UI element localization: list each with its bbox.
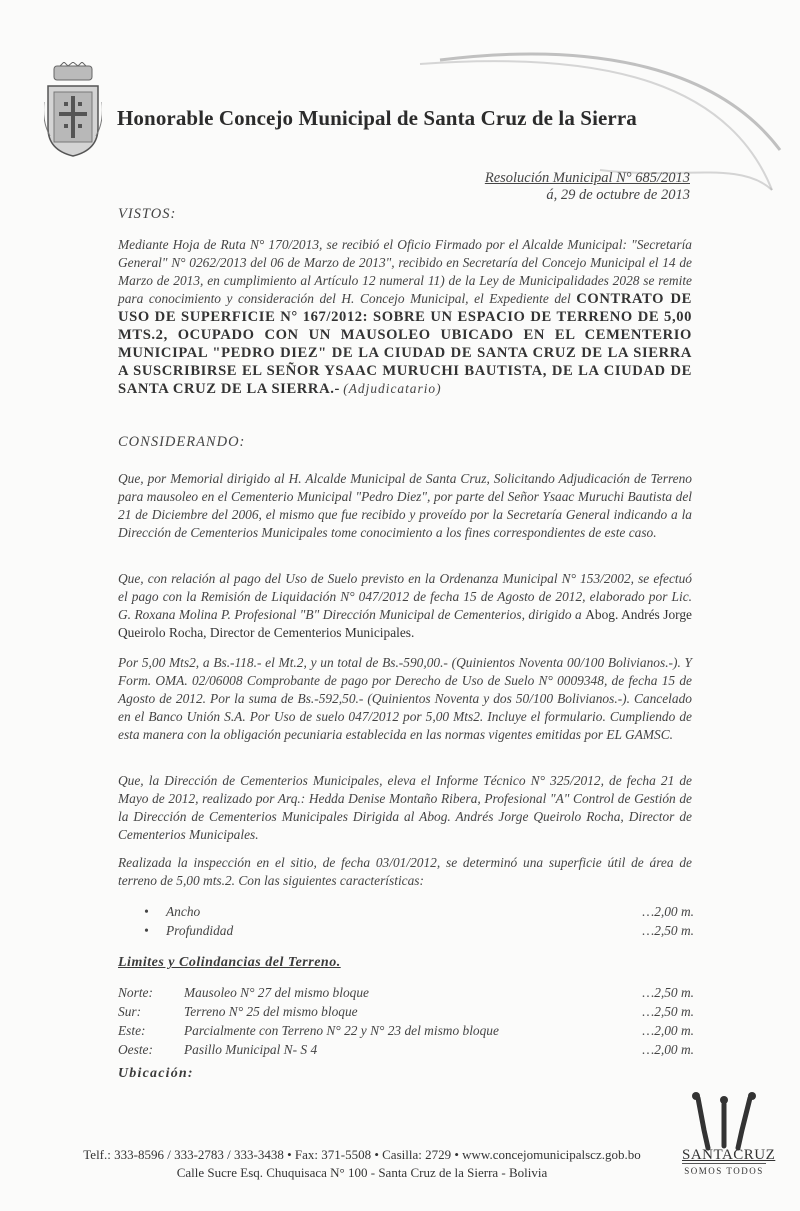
spec-label: Ancho bbox=[166, 904, 201, 919]
spec-row bbox=[118, 904, 698, 923]
limit-value: …2,00 m. bbox=[642, 1042, 694, 1057]
bullet-icon: • bbox=[144, 923, 149, 938]
footer bbox=[52, 1146, 672, 1182]
considerando-heading: CONSIDERANDO: bbox=[118, 434, 246, 450]
vistos-intro: Mediante Hoja de Ruta N° 170/2013, se recibió el Oficio Firmado por el Alcalde Municipal: "Secretaría General" N° 0262/2013 del 06 de Marzo de 2013", recibido en Secretaría del Concejo Municipal el 14 de Marzo de 2013, en cumplimiento al Artículo 12 numeral 11) de la Ley de Municipalidades 2028 se remite para conocimiento y consideración del H. Concejo Municipal, el Expediente del bbox=[118, 237, 692, 306]
resolution-block bbox=[485, 170, 690, 204]
vistos-paragraph bbox=[118, 236, 692, 398]
contract-title: CONTRATO DE USO DE SUPERFICIE N° 167/2012: SOBRE UN ESPACIO DE TERRENO DE 5,00 MTS.2, OCUPADO CON UN MAUSOLEO UBICADO EN EL CEMENTERIO MUNICIPAL "PEDRO DIEZ" DE LA CIUDAD DE SANTA CRUZ DE LA SIERRA A SUSCRIBIRSE EL SEÑOR YSAAC MURUCHI BAUTISTA, DE LA CIUDAD DE SANTA CRUZ DE LA SIERRA.- bbox=[118, 291, 692, 397]
spec-value: …2,00 m. bbox=[642, 904, 694, 919]
footer-address: Calle Sucre Esq. Chuquisaca N° 100 - Santa Cruz de la Sierra - Bolivia bbox=[176, 1165, 548, 1180]
considerando-paragraph-5: Realizada la inspección en el sitio, de fecha 03/01/2012, se determinó una superficie útil de área de terreno de 5,00 mts.2. Con las siguientes características: bbox=[118, 855, 692, 888]
limit-description: Mausoleo N° 27 del mismo bloque bbox=[184, 985, 369, 1000]
limit-direction: Norte: bbox=[118, 985, 153, 1000]
vistos-heading: VISTOS: bbox=[118, 206, 177, 222]
limit-description: Pasillo Municipal N- S 4 bbox=[184, 1042, 318, 1057]
limit-direction: Oeste: bbox=[118, 1042, 153, 1057]
footer-contact: Telf.: 333-8596 / 333-2783 / 333-3438 • Fax: 371-5508 • Casilla: 2729 • www.concejomunicipalscz.gob.bo bbox=[83, 1147, 641, 1162]
limit-row bbox=[118, 1042, 698, 1061]
considerando-paragraph-2 bbox=[118, 570, 692, 642]
considerando-paragraph-4: Que, la Dirección de Cementerios Municipales, eleva el Informe Técnico N° 325/2012, de fecha 21 de Mayo de 2012, realizado por Arq.: Hedda Denise Montaño Ribera, Profesional "A" Control de Gestión de la Dirección de Cementerios Municipales Dirigida al Abog. Andrés Jorge Queirolo Rocha, Director de Cementerios Municipales. bbox=[118, 773, 692, 842]
limit-row bbox=[118, 985, 698, 1004]
limit-value: …2,50 m. bbox=[642, 1004, 694, 1019]
limit-row bbox=[118, 1004, 698, 1023]
limit-direction: Este: bbox=[118, 1023, 146, 1038]
director-name: Abog. Andrés Jorge Queirolo Rocha, Director de Cementerios Municipales. bbox=[118, 607, 693, 640]
limits-title: Limites y Colindancias del Terreno. bbox=[118, 955, 341, 970]
limit-row bbox=[118, 1023, 698, 1042]
organization-title: Honorable Concejo Municipal de Santa Cruz de la Sierra bbox=[117, 106, 637, 130]
considerando-paragraph-1: Que, por Memorial dirigido al H. Alcalde Municipal de Santa Cruz, Solicitando Adjudicación de Terreno para mausoleo en el Cementerio Municipal "Pedro Diez", por parte del Señor Ysaac Muruchi Bautista del 21 de Diciembre del 2006, el mismo que fue recibido y proveído por la Secretaría General indicando a la Dirección de Cementerios Municipales tome conocimiento a los fines correspondientes de este caso. bbox=[118, 471, 692, 540]
adjudicatario-label: (Adjudicatario) bbox=[343, 381, 442, 396]
logo-wordmark: SANTACRUZ bbox=[682, 1147, 776, 1163]
bullet-icon: • bbox=[144, 904, 149, 919]
resolution-number: Resolución Municipal N° 685/2013 bbox=[484, 170, 690, 186]
spec-label: Profundidad bbox=[166, 923, 234, 938]
limits-table bbox=[118, 985, 698, 1061]
spec-row bbox=[118, 923, 698, 942]
considerando-paragraph-3: Por 5,00 Mts2, a Bs.-118.- el Mt.2, y un total de Bs.-590,00.- (Quinientos Noventa 00/100 Bolivianos.-). Y Form. OMA. 02/06008 Comprobante de pago por Derecho de Uso de Suelo N° 0009348, de fecha 15 de Agosto de 2012. Por la suma de Bs.-592,50.- (Quinientos Noventa y dos 50/100 Bolivianos.-). Cancelado en el Banco Unión S.A. Por Uso de suelo 047/2012 por 5,00 Mts2. Incluye el formulario. Cumpliendo de esta manera con la obligación pecuniaria establecida en las normas vigentes emitidas por EL GAMSC. bbox=[118, 655, 692, 742]
resolution-date: á, 29 de octubre de 2013 bbox=[546, 187, 690, 203]
limit-value: …2,00 m. bbox=[642, 1023, 694, 1038]
coat-of-arms-icon bbox=[44, 62, 102, 158]
spec-value: …2,50 m. bbox=[642, 923, 694, 938]
santa-cruz-logo-text bbox=[682, 1147, 776, 1178]
ubicacion-label: Ubicación: bbox=[118, 1066, 194, 1081]
terrain-specs bbox=[118, 904, 698, 942]
limit-description: Terreno N° 25 del mismo bloque bbox=[184, 1004, 358, 1019]
limit-direction: Sur: bbox=[118, 1004, 142, 1019]
limit-value: …2,50 m. bbox=[642, 985, 694, 1000]
logo-tagline: SOMOS TODOS bbox=[682, 1163, 766, 1178]
payment-text: Que, con relación al pago del Uso de Suelo previsto en la Ordenanza Municipal N° 153/2002, se efectuó el pago con la Remisión de Liquidación N° 047/2012 de fecha 15 de Agosto de 2012, elaborado por Lic. G. Roxana Molina P. Profesional "B" Dirección Municipal de Cementerios, dirigido a bbox=[118, 571, 692, 622]
limit-description: Parcialmente con Terreno N° 22 y N° 23 del mismo bloque bbox=[184, 1023, 499, 1038]
